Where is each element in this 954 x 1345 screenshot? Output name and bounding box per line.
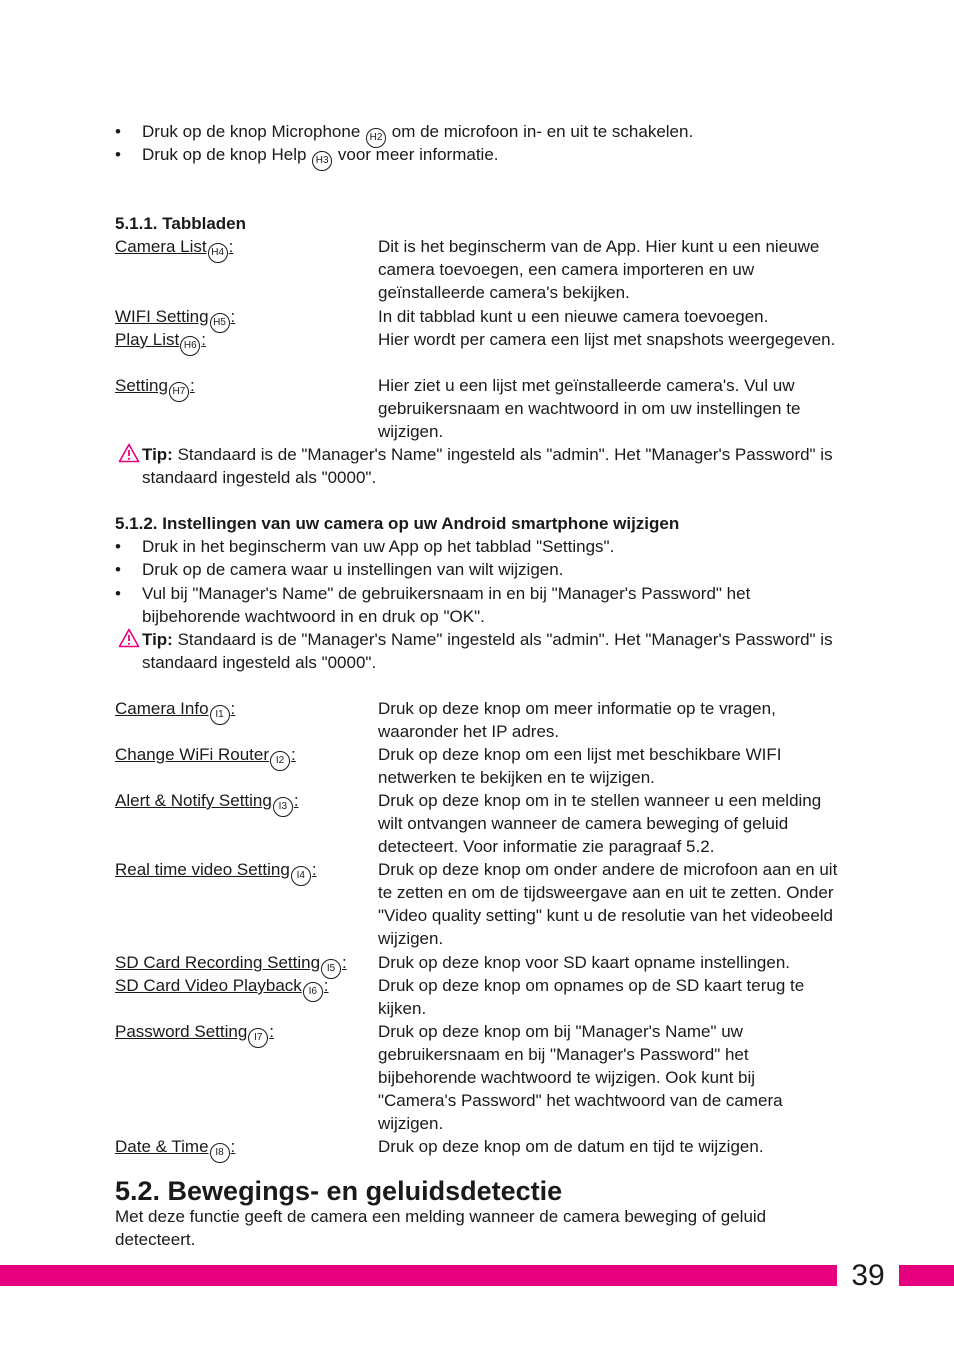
bullet-marker: • [115,122,121,141]
term-password-setting: Password Setting I7 : [115,1020,274,1048]
term-description: Druk op deze knop om de datum en tijd te wijzigen. [378,1137,764,1156]
warning-triangle-icon [118,443,140,463]
term-description: Druk op deze knop om opnames op de SD kaart terug te kijken. [378,976,805,1018]
term-description: Hier ziet u een lijst met geïnstalleerde camera's. Vul uw gebruikersnaam en wachtwoord in om uw instellingen te wijzigen. [378,376,801,441]
section-paragraph: Met deze functie geeft de camera een melding wanneer de camera beweging of geluid detecteert. [115,1207,767,1249]
section-heading: 5.1.1. Tabbladen [115,214,247,233]
list-item: Druk op de camera waar u instellingen van wilt wijzigen. [142,560,564,579]
footer-accent-bar [0,1265,954,1286]
term-camera-list: Camera List H4 : [115,235,233,263]
list-item: Druk op de knop Help H3 voor meer informatie. [142,143,842,171]
term-description: Druk op deze knop om meer informatie op te vragen, waaronder het IP adres. [378,699,776,741]
section-title: 5.2. Bewegings- en geluidsdetectie [115,1176,563,1206]
term-description: Druk op deze knop voor SD kaart opname instellingen. [378,953,791,972]
term-play-list: Play List H6 : [115,328,206,356]
term-alert-notify-setting: Alert & Notify Setting I3 : [115,789,299,817]
bullet-marker: • [115,584,121,603]
section-heading: 5.1.2. Instellingen van uw camera op uw Android smartphone wijzigen [115,514,680,533]
page-number: 39 [837,1260,899,1291]
list-item: Vul bij "Manager's Name" de gebruikersnaam in en bij "Manager's Password" het bijbehorende wachtwoord in en druk op "OK". [142,584,751,626]
term-description: Druk op deze knop om een lijst met beschikbare WIFI netwerken te bekijken en te wijzigen. [378,745,782,787]
list-item: Druk in het beginscherm van uw App op het tabblad "Settings". [142,537,615,556]
term-description: Dit is het beginscherm van de App. Hier kunt u een nieuwe camera toevoegen, een camera importeren en uw geïnstalleerde camera's bekijken. [378,237,820,302]
term-date-time: Date & Time I8 : [115,1135,235,1163]
callout-badge: I3 [273,797,293,817]
tip-note: Tip: Standaard is de "Manager's Name" ingesteld als "admin". Het "Manager's Password" is standaard ingesteld als "0000". [142,630,833,672]
term-change-wifi-router: Change WiFi Router I2 : [115,743,296,771]
term-camera-info: Camera Info I1 : [115,697,235,725]
callout-badge: I5 [321,959,341,979]
callout-badge: I7 [248,1028,268,1048]
callout-badge: I8 [210,1143,230,1163]
callout-badge: H2 [366,128,386,148]
callout-badge: H5 [210,313,230,333]
callout-badge: H4 [208,243,228,263]
bullet-marker: • [115,145,121,164]
term-description: Hier wordt per camera een lijst met snapshots weergegeven. [378,330,836,349]
tip-note: Tip: Standaard is de "Manager's Name" ingesteld als "admin". Het "Manager's Password" is standaard ingesteld als "0000". [142,445,833,487]
callout-badge: I6 [303,982,323,1002]
term-description: In dit tabblad kunt u een nieuwe camera toevoegen. [378,307,769,326]
bullet-marker: • [115,537,121,556]
callout-badge: H7 [169,382,189,402]
term-description: Druk op deze knop om bij "Manager's Name" uw gebruikersnaam en bij "Manager's Password" het bijbehorende wachtwoord te wijzigen. Ook kunt bij "Camera's Password" het wachtwoord van de camera wijzigen. [378,1022,783,1133]
callout-badge: I4 [291,866,311,886]
term-description: Druk op deze knop om in te stellen wanneer u een melding wilt ontvangen wanneer de camera beweging of geluid detecteert. Voor informatie zie paragraaf 5.2. [378,791,822,856]
callout-badge: H6 [180,336,200,356]
term-real-time-video-setting: Real time video Setting I4 : [115,858,317,886]
callout-badge: I1 [210,705,230,725]
callout-badge: H3 [312,151,332,171]
term-sd-card-recording-setting: SD Card Recording Setting I5 : [115,951,347,979]
term-sd-card-video-playback: SD Card Video Playback I6 : [115,974,329,1002]
callout-badge: I2 [270,751,290,771]
warning-triangle-icon [118,628,140,648]
bullet-marker: • [115,560,121,579]
term-description: Druk op deze knop om onder andere de microfoon aan en uit te zetten en om de tijdsweergave aan en uit te zetten. Onder "Video quality setting" kunt u de resolutie van het videobeeld wijzigen. [378,860,838,948]
term-wifi-setting: WIFI Setting H5 : [115,305,235,333]
term-setting: Setting H7 : [115,374,195,402]
list-item: Druk op de knop Microphone H2 om de microfoon in- en uit te schakelen. [142,120,842,148]
